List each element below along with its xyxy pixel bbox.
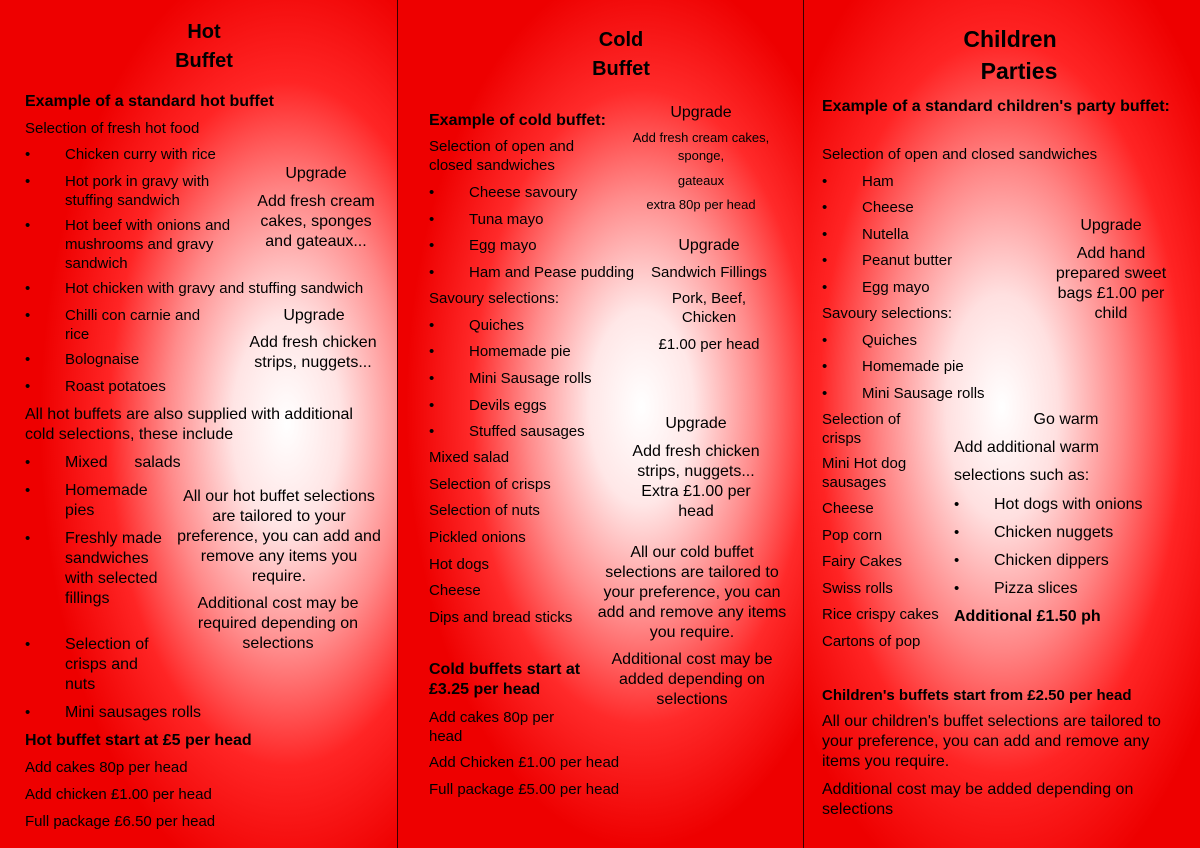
list-item-text: Nutella [862,226,909,243]
children-savoury-heading: Savoury selections: [822,305,953,322]
list-item: Dips and bread sticks [429,609,573,626]
hot-price-chicken: Add chicken £1.00 per head [25,786,212,803]
cold-price-full-package: Full package £5.00 per head [429,781,620,798]
bullet-icon: • [429,264,435,281]
children-price-heading: Children's buffets start from £2.50 per head [822,687,1132,704]
bullet-icon: • [954,552,960,569]
cold-upgrade-2-line2: Pork, Beef, Chicken [671,290,747,326]
cold-additional-cost-note: Additional cost may be added depending on selections [611,651,773,708]
bullet-icon: • [25,454,31,471]
list-item-text: Chicken dippers [994,552,1109,569]
bullet-icon: • [25,217,31,234]
bullet-icon: • [954,496,960,513]
list-item-text: Hot beef with onions and mushrooms and gravy sandwich [65,217,231,272]
hot-upgrade-2-title: Upgrade [283,307,345,324]
children-upgrade-title: Upgrade [1080,217,1142,234]
list-item-text: Chicken curry with rice [65,146,216,163]
list-item-text: Cheese [862,199,914,216]
go-warm-line1: Add additional warm [954,439,1099,456]
cold-upgrade-2-line1: Sandwich Fillings [651,264,767,281]
list-item-text: Roast potatoes [65,378,166,395]
cold-tailored-note: All our cold buffet selections are tailored to your preference, you can add and remove any items you require. [597,544,787,641]
list-item-text: Egg mayo [862,279,930,296]
cold-price-cakes: Add cakes 80p per head [429,709,555,745]
bullet-icon: • [429,317,435,334]
hot-price-full-package: Full package £6.50 per head [25,813,216,830]
hot-buffet-panel [0,0,398,848]
children-title-line2: Parties [980,58,1058,84]
bullet-icon: • [822,252,828,269]
hot-buffet-title [120,18,288,76]
list-item-text: Mini sausages rolls [65,704,202,721]
list-item-text: Homemade pies [65,482,148,519]
bullet-icon: • [25,351,31,368]
list-item-text: Homemade pie [862,358,964,375]
list-item-text: Mini Sausage rolls [862,385,985,402]
go-warm-title: Go warm [1033,411,1099,428]
warm-additional-price: Additional £1.50 ph [954,608,1101,625]
list-item-text: Bolognaise [65,351,140,368]
bullet-icon: • [822,199,828,216]
cold-title-line2: Buffet [592,58,650,80]
hot-upgrade-2-text: Add fresh chicken strips, nuggets... [249,334,377,371]
hot-price-heading: Hot buffet start at £5 per head [25,732,252,749]
bullet-icon: • [954,580,960,597]
cold-buffet-title [538,26,704,84]
hot-additional-intro: All hot buffets are also supplied with additional cold selections, these include [25,406,353,443]
list-item-text: Freshly made sandwiches with selected fillings [65,530,162,607]
list-item-text: Mini Sausage rolls [469,370,592,387]
bullet-icon: • [429,184,435,201]
cold-upgrade-2-line3: £1.00 per head [658,336,760,353]
list-item-text: Cheese savoury [469,184,578,201]
cold-buffet-panel [398,0,804,848]
hot-price-cakes: Add cakes 80p per head [25,759,188,776]
bullet-icon: • [822,385,828,402]
hot-upgrade-1-title: Upgrade [285,165,347,182]
children-parties-title [914,23,1108,87]
bullet-icon: • [822,173,828,190]
cold-savoury-heading: Savoury selections: [429,290,560,307]
hot-title-line2: Buffet [175,50,233,72]
cold-intro: Selection of open and closed sandwiches [429,138,575,174]
list-item: Mixed salad [429,449,510,466]
cold-price-heading: Cold buffets start at £3.25 per head [429,661,581,698]
bullet-icon: • [822,279,828,296]
cold-upgrade-1-line3: extra 80p per head [646,197,756,212]
list-item-text: Ham [862,173,894,190]
bullet-icon: • [25,378,31,395]
bullet-icon: • [822,332,828,349]
bullet-icon: • [429,397,435,414]
list-item-text: Homemade pie [469,343,571,360]
list-item: Pop corn [822,527,883,544]
list-item-text: Peanut butter [862,252,953,269]
list-item-text: Chilli con carnie and rice [65,307,201,343]
bullet-icon: • [429,343,435,360]
list-item: Fairy Cakes [822,553,903,570]
children-subtitle: Example of a standard children's party buffet: [822,98,1170,115]
list-item-text: Egg mayo [469,237,537,254]
bullet-icon: • [25,146,31,163]
list-item-text: Hot chicken with gravy and stuffing sandwich [65,280,364,297]
list-item: Swiss rolls [822,580,893,597]
children-title-line1: Children [963,26,1057,52]
list-item: Selection of crisps [429,476,551,493]
list-item-text: Chicken nuggets [994,524,1114,541]
children-additional-cost-note: Additional cost may be added depending on selections [822,781,1134,818]
children-upgrade-text: Add hand prepared sweet bags £1.00 per child [1055,245,1167,322]
bullet-icon: • [954,524,960,541]
bullet-icon: • [429,211,435,228]
bullet-icon: • [25,307,31,324]
cold-upgrade-1-line1: Add fresh cream cakes, sponge, [632,130,770,163]
hot-subtitle: Example of a standard hot buffet [25,93,274,110]
cold-title-line1: Cold [598,29,644,51]
cold-upgrade-2-title: Upgrade [678,237,740,254]
cold-upgrade-3-title: Upgrade [665,415,727,432]
panel-divider [803,0,804,848]
list-item-text: Selection of crisps and nuts [65,636,149,693]
bullet-icon: • [25,173,31,190]
list-item-text: Tuna mayo [469,211,544,228]
list-item-text: Hot pork in gravy with stuffing sandwich [65,173,210,209]
list-item: Selection of nuts [429,502,540,519]
hot-tailored-note: All our hot buffet selections are tailored to your preference, you can add and remove any items you require. [177,488,381,585]
go-warm-line2: selections such as: [954,467,1090,484]
children-intro: Selection of open and closed sandwiches [822,146,1098,163]
bullet-icon: • [25,636,31,653]
hot-additional-cost-note: Additional cost may be required depending on selections [197,595,359,652]
list-item-text: Stuffed sausages [469,423,585,440]
children-parties-panel [804,0,1200,848]
hot-intro: Selection of fresh hot food [25,120,200,137]
list-item: Pickled onions [429,529,526,546]
list-item: Mini Hot dog sausages [822,455,907,491]
bullet-icon: • [429,370,435,387]
cold-upgrade-1-title: Upgrade [670,104,732,121]
bullet-icon: • [429,237,435,254]
list-item: Cartons of pop [822,633,921,650]
list-item-text: Hot dogs with onions [994,496,1143,513]
bullet-icon: • [822,358,828,375]
cold-upgrade-3-text: Add fresh chicken strips, nuggets... Extra £1.00 per head [632,443,760,520]
list-item: Selection of crisps [822,411,901,447]
panel-divider [397,0,398,848]
list-item-text: Mixed salads [65,454,181,471]
bullet-icon: • [25,280,31,297]
children-tailored-note: All our children's buffet selections are tailored to your preference, you can add and remove any items you require. [822,713,1161,770]
bullet-icon: • [429,423,435,440]
list-item-text: Ham and Pease pudding [469,264,635,281]
bullet-icon: • [25,530,31,547]
list-item: Rice crispy cakes [822,606,939,623]
list-item: Cheese [429,582,481,599]
cold-subtitle: Example of cold buffet: [429,112,606,129]
bullet-icon: • [25,704,31,721]
list-item: Hot dogs [429,556,490,573]
cold-price-chicken: Add Chicken £1.00 per head [429,754,620,771]
list-item-text: Devils eggs [469,397,547,414]
bullet-icon: • [25,482,31,499]
cold-upgrade-1-line2: gateaux [677,173,725,188]
list-item: Cheese [822,500,874,517]
list-item-text: Quiches [469,317,525,334]
hot-title-line1: Hot [187,21,221,43]
list-item-text: Pizza slices [994,580,1078,597]
list-item-text: Quiches [862,332,918,349]
hot-upgrade-1-text: Add fresh cream cakes, sponges and gateaux... [257,193,375,250]
bullet-icon: • [822,226,828,243]
